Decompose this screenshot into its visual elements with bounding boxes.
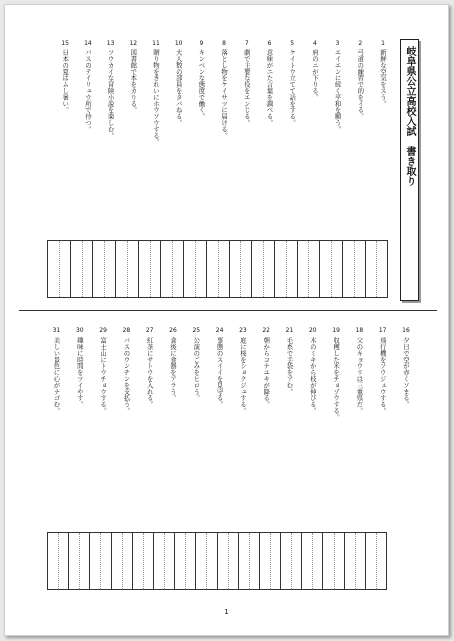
lower-answer-box[interactable] [68, 532, 90, 590]
lower-answer-box[interactable] [280, 532, 302, 590]
lower-question-number: 23 [239, 327, 247, 334]
upper-question-number: 14 [84, 40, 92, 47]
lower-answer-box[interactable] [217, 532, 239, 590]
upper-question-text: 日本の夏はムし暑い。 [61, 49, 70, 113]
lower-answer-box[interactable] [195, 532, 217, 590]
lower-question-number: 26 [169, 327, 177, 334]
lower-question-number: 19 [332, 327, 340, 334]
upper-question-number: 2 [358, 40, 363, 47]
upper-question-number: 11 [152, 40, 160, 47]
upper-answer-box[interactable] [115, 240, 139, 298]
lower-question-text: 公演のごみをヒロう。 [192, 337, 201, 401]
lower-answer-box[interactable] [238, 532, 260, 590]
lower-question-text: 飛行機をソウジュウする。 [378, 337, 387, 414]
upper-question-number: 8 [222, 40, 226, 47]
upper-answer-box[interactable] [92, 240, 116, 298]
lower-question-number: 27 [145, 327, 154, 334]
upper-answer-box[interactable] [183, 240, 207, 298]
lower-question-number: 21 [285, 327, 294, 334]
page-number: 1 [224, 608, 229, 616]
upper-question-number: 15 [61, 40, 69, 47]
upper-answer-box[interactable] [229, 240, 253, 298]
lower-answer-box[interactable] [111, 532, 133, 590]
upper-question-number: 5 [290, 40, 295, 47]
lower-question-number: 22 [262, 327, 270, 334]
lower-answer-box[interactable] [344, 532, 366, 590]
upper-question-number: 4 [312, 40, 317, 47]
upper-question-text: 意味がニた言葉を調べる。 [265, 49, 274, 126]
upper-question-text: 図書館で本をカりる。 [129, 49, 138, 113]
lower-answer-box[interactable] [365, 532, 387, 590]
upper-answer-box[interactable] [342, 240, 366, 298]
lower-answer-box[interactable] [153, 532, 175, 590]
lower-question-number: 16 [402, 327, 410, 334]
upper-question-number: 1 [381, 40, 385, 47]
upper-question-text: バスのテイリュウ所で待つ。 [83, 49, 92, 133]
upper-answer-box[interactable] [160, 240, 184, 298]
upper-answer-boxes [47, 240, 387, 298]
upper-question-text: キンベンな態度で働く。 [197, 49, 206, 120]
lower-answer-box[interactable] [259, 532, 281, 590]
upper-question-number: 10 [174, 40, 183, 47]
upper-question-text: 劇で主要な役をエンじる。 [242, 49, 251, 126]
upper-answer-box[interactable] [138, 240, 162, 298]
lower-answer-box[interactable] [89, 532, 111, 590]
lower-question-text: 美しい景色に心がナゴむ。 [52, 337, 61, 414]
upper-answer-box[interactable] [251, 240, 275, 298]
upper-question-number: 3 [335, 40, 340, 47]
lower-question-text: 富士山にトウチョウする。 [99, 337, 108, 414]
upper-question-number: 13 [106, 40, 115, 47]
lower-question-number: 29 [99, 327, 107, 334]
upper-question-text: 贈り物をきれいにホウソウする。 [152, 49, 160, 145]
upper-question-text: エイエンに続く平和を願う。 [333, 49, 342, 133]
lower-question-text: 毛糸で手袋をアむ。 [285, 337, 294, 395]
upper-question-number: 6 [267, 40, 272, 47]
lower-question-text: 紅茶にサトウを入れる。 [145, 337, 154, 408]
upper-question-text: 肩のニが下りる。 [310, 49, 319, 101]
lower-question-number: 31 [52, 327, 61, 334]
lower-question-text: 趣味に時間をツイやす。 [75, 337, 84, 408]
lower-answer-box[interactable] [322, 532, 344, 590]
lower-question-number: 18 [355, 327, 364, 334]
upper-answer-box[interactable] [365, 240, 389, 298]
upper-question-text: 弓道の練習で的をイる。 [356, 49, 365, 120]
lower-question-text: 庭に桜をショクジュする。 [238, 337, 247, 414]
lower-answer-box[interactable] [47, 532, 69, 590]
upper-question-text: ツウカイな冒険小説を楽しむ。 [106, 49, 115, 139]
upper-answer-box[interactable] [47, 240, 71, 298]
upper-question-text: 新鮮な空気をスう。 [379, 49, 387, 107]
lower-question-text: 朝からコナユキが降る。 [262, 337, 271, 408]
section-divider [19, 310, 437, 311]
document-page [4, 4, 449, 636]
lower-question-number: 30 [75, 327, 84, 334]
lower-question-text: 父のキョウリは三重県だ。 [355, 337, 364, 414]
lower-answer-boxes [47, 532, 386, 590]
upper-question-number: 12 [129, 40, 138, 47]
upper-question-number: 7 [244, 40, 249, 47]
lower-question-text: 事態のスイイを見守る。 [215, 337, 224, 408]
title-box [400, 39, 419, 301]
upper-answer-box[interactable] [274, 240, 298, 298]
page-title: 岐阜県公立高校入試 書き取り [404, 46, 415, 186]
lower-question-number: 28 [122, 327, 131, 334]
upper-question-text: ケイトウ立てて話をする。 [288, 49, 297, 126]
lower-question-number: 25 [192, 327, 201, 334]
lower-question-text: 食後に食器をアラう。 [169, 337, 177, 401]
upper-question-number: 9 [199, 40, 204, 47]
lower-answer-box[interactable] [301, 532, 323, 590]
lower-question-text: 収穫した米をチョゾウする。 [332, 337, 341, 421]
lower-question-text: 木のミキから枝が伸びる。 [308, 337, 317, 414]
lower-question-number: 24 [215, 327, 224, 334]
lower-question-number: 17 [378, 327, 387, 334]
lower-answer-box[interactable] [174, 532, 196, 590]
upper-answer-box[interactable] [70, 240, 94, 298]
upper-question-text: 大人数の部員をタバねる。 [174, 49, 183, 126]
upper-answer-box[interactable] [206, 240, 230, 298]
lower-question-number: 20 [308, 327, 317, 334]
upper-answer-box[interactable] [319, 240, 343, 298]
upper-question-text: 落とし物をケイサツに届ける。 [220, 49, 229, 139]
lower-question-text: 夕日で空が赤くソまる。 [402, 337, 410, 408]
lower-question-text: バスのウンチンを支払う。 [122, 337, 131, 414]
upper-answer-box[interactable] [297, 240, 321, 298]
lower-answer-box[interactable] [132, 532, 154, 590]
